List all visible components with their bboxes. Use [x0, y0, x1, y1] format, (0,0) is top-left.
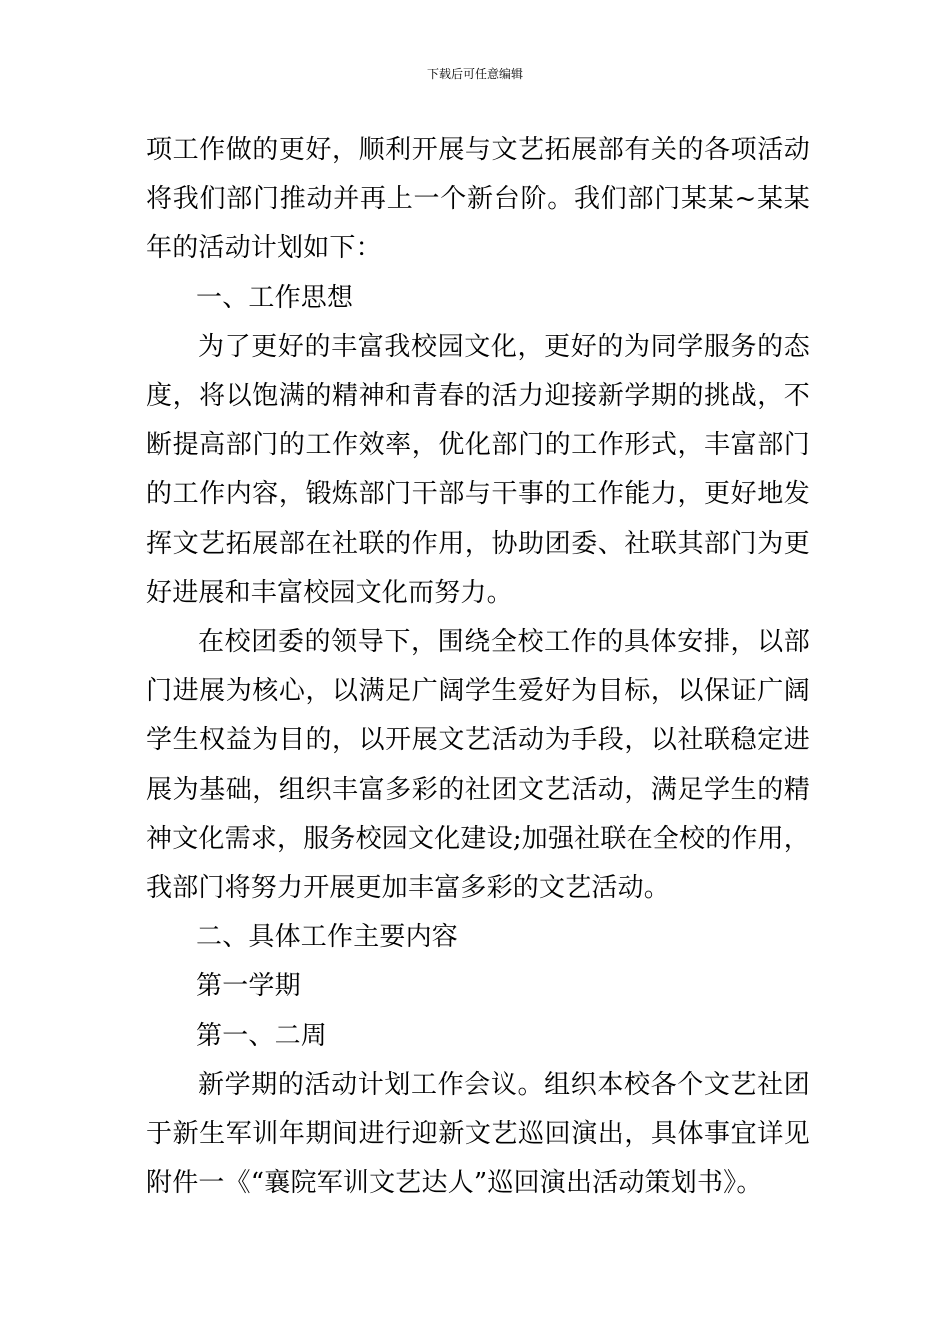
paragraph-leadership: 在校团委的领导下，围绕全校工作的具体安排，以部门进展为核心，以满足广阔学生爱好为目标，以保证广阔学生权益为目的，以开展文艺活动为手段，以社联稳定进展为基础，组织丰富多彩的社团文艺活动，满足学生的精神文化需求，服务校园文化建设;加强社联在全校的作用，我部门将努力开展更加丰富多彩的文艺活动。 — [146, 627, 810, 904]
paragraph-weeks-one-two: 新学期的活动计划工作会议。组织本校各个文艺社团于新生军训年期间进行迎新文艺巡回演出，具体事宜详见附件一《“襄院军训文艺达人”巡回演出活动策划书》。 — [146, 1069, 810, 1199]
subheading-weeks-one-two: 第一、二周 — [196, 1020, 328, 1051]
paragraph-intro-continuation: 项工作做的更好，顺利开展与文艺拓展部有关的各项活动将我们部门推动并再上一个新台阶。我们部门某某~某某年的活动计划如下： — [146, 135, 810, 264]
section-heading-main-content: 二、具体工作主要内容 — [196, 922, 459, 953]
section-heading-work-ideas: 一、工作思想 — [196, 282, 354, 313]
subheading-first-semester: 第一学期 — [196, 971, 301, 1002]
paragraph-work-ideas: 为了更好的丰富我校园文化，更好的为同学服务的态度，将以饱满的精神和青春的活力迎接新学期的挑战，不断提高部门的工作效率，优化部门的工作形式，丰富部门的工作内容，锻炼部门干部与干事的工作能力，更好地发挥文艺拓展部在社联的作用，协助团委、社联其部门为更好进展和丰富校园文化而努力。 — [146, 331, 810, 608]
page-header: 下载后可任意编辑 — [426, 67, 523, 81]
document-body — [146, 126, 810, 1208]
